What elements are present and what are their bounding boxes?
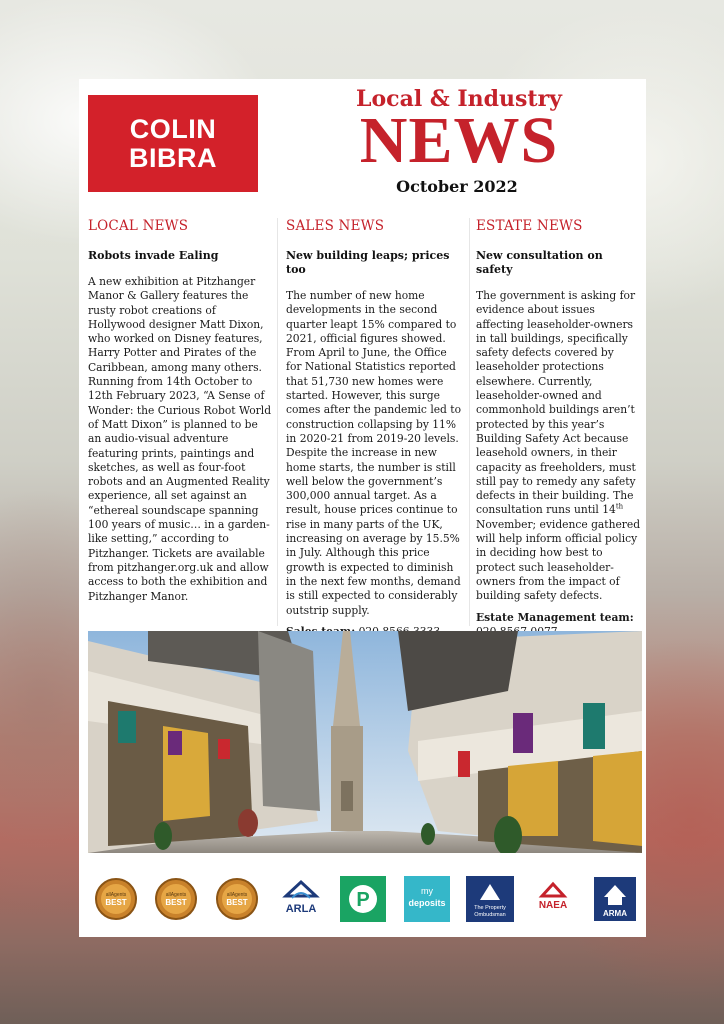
street-photo: [88, 631, 642, 853]
accreditation-logos: [88, 875, 642, 925]
issue-date: October 2022: [396, 177, 518, 196]
local-news-heading: LOCAL NEWS: [88, 218, 189, 234]
column-divider: [277, 218, 278, 626]
allagents-best-medal-icon: [94, 875, 138, 923]
estate-news-column: [476, 218, 641, 639]
acc-2-line-2: BEST: [165, 898, 187, 907]
sales-news-body: The number of new home developments in the second quarter leapt 15% compared to 2021, official figures showed. From April to June, the Office for National Statistics reported that 51,730 new homes were started. However, this surge comes after the pandemic led to construction collapsing by 11% in 2020-21 from 2019-20 levels. Despite the increase in new home starts, the number is still well below the government’s 300,000 annual target. As a result, house prices continue to rise in many parts of the UK, increasing on average by 15.5% in July. Although this price growth is expected to diminish in the next few months, demand is still expected to considerably outstrip supply.: [286, 289, 462, 617]
local-news-column: [88, 218, 273, 604]
acc-1-line-2: BEST: [105, 898, 127, 907]
local-news-subhead: Robots invade Ealing: [88, 249, 219, 262]
property-ombudsman-logo-icon: [466, 875, 514, 923]
acc-3-line-1: allAgents: [226, 892, 248, 898]
arma-logo-icon: [594, 875, 636, 923]
acc-3-line-2: BEST: [226, 898, 248, 907]
acc-8-line-1: NAEA: [538, 900, 568, 911]
acc-2-line-1: allAgents: [165, 892, 187, 898]
masthead: [339, 86, 639, 198]
logo-line-1: COLIN: [129, 113, 217, 144]
estate-news-body: [476, 289, 641, 604]
acc-9-line-1: ARMA: [603, 909, 627, 918]
acc-7-line-2: Ombudsman: [474, 912, 506, 918]
estate-body-part-1: The government is asking for evidence about issues affecting leaseholder-owners in tall buildings, specifically safety defects covered by leaseholder protections elsewhere. Currently, leaseholder-owned and commonhold buildings aren’t protected by this year’s Building Safety Act because leasehold owners, in their capacity as freeholders, must still pay to remedy any safety defects in their building. The consultation runs until 14: [476, 289, 636, 517]
acc-1-line-1: allAgents: [105, 892, 127, 898]
estate-contact-label: Estate Management team:: [476, 610, 634, 624]
masthead-kicker: Local & Industry: [356, 86, 562, 112]
estate-news-heading: ESTATE NEWS: [476, 218, 583, 234]
street-photo-illustration: [88, 631, 642, 853]
allagents-best-sales-medal-icon: [154, 875, 198, 923]
local-news-body: A new exhibition at Pitzhanger Manor & Gallery features the rusty robot creations of Hollywood designer Matt Dixon, who worked on Disney features, Harry Potter and Pirates of the Caribbean, among many others. Running from 14th October to 12th February 2023, “A Sense of Wonder: the Curious Robot World of Matt Dixon” is planned to be an audio-visual adventure featuring prints, paintings and sketches, as well as four-foot robots and an Augmented Reality experience, all set against an “ethereal soundscape spanning 100 years of music… in a garden-like setting,” according to Pitzhanger. Tickets are available from pitzhanger.org.uk and allow access to both the exhibition and Pitzhanger Manor.: [88, 275, 272, 603]
acc-7-line-1: The Property: [474, 905, 506, 911]
sales-news-heading: SALES NEWS: [286, 218, 385, 234]
sales-news-subhead: New building leaps; prices too: [286, 249, 450, 276]
acc-4-line-1: ARLA: [285, 903, 317, 915]
acc-6-line-2: deposits: [408, 898, 446, 908]
company-logo: [88, 95, 258, 192]
estate-body-ordinal: th: [615, 502, 624, 511]
acc-5-line-1: P: [356, 889, 370, 911]
mydeposits-logo-icon: [404, 875, 450, 923]
acc-6-line-1: my: [421, 886, 433, 896]
estate-body-part-2: November; evidence gathered will help inform official policy in deciding how best to protect such leaseholder-owners from the impact of building safety defects.: [476, 517, 641, 603]
newsletter-card: [79, 79, 646, 937]
propertymark-p-logo-icon: [340, 875, 386, 923]
allagents-best-lettings-medal-icon: [215, 875, 259, 923]
naea-logo-icon: [530, 875, 576, 923]
masthead-title: NEWS: [359, 104, 559, 177]
estate-news-subhead: New consultation on safety: [476, 249, 603, 276]
sales-news-column: [286, 218, 464, 639]
column-divider: [469, 218, 470, 626]
arla-logo-icon: [278, 875, 324, 923]
logo-line-2: BIBRA: [129, 142, 217, 173]
